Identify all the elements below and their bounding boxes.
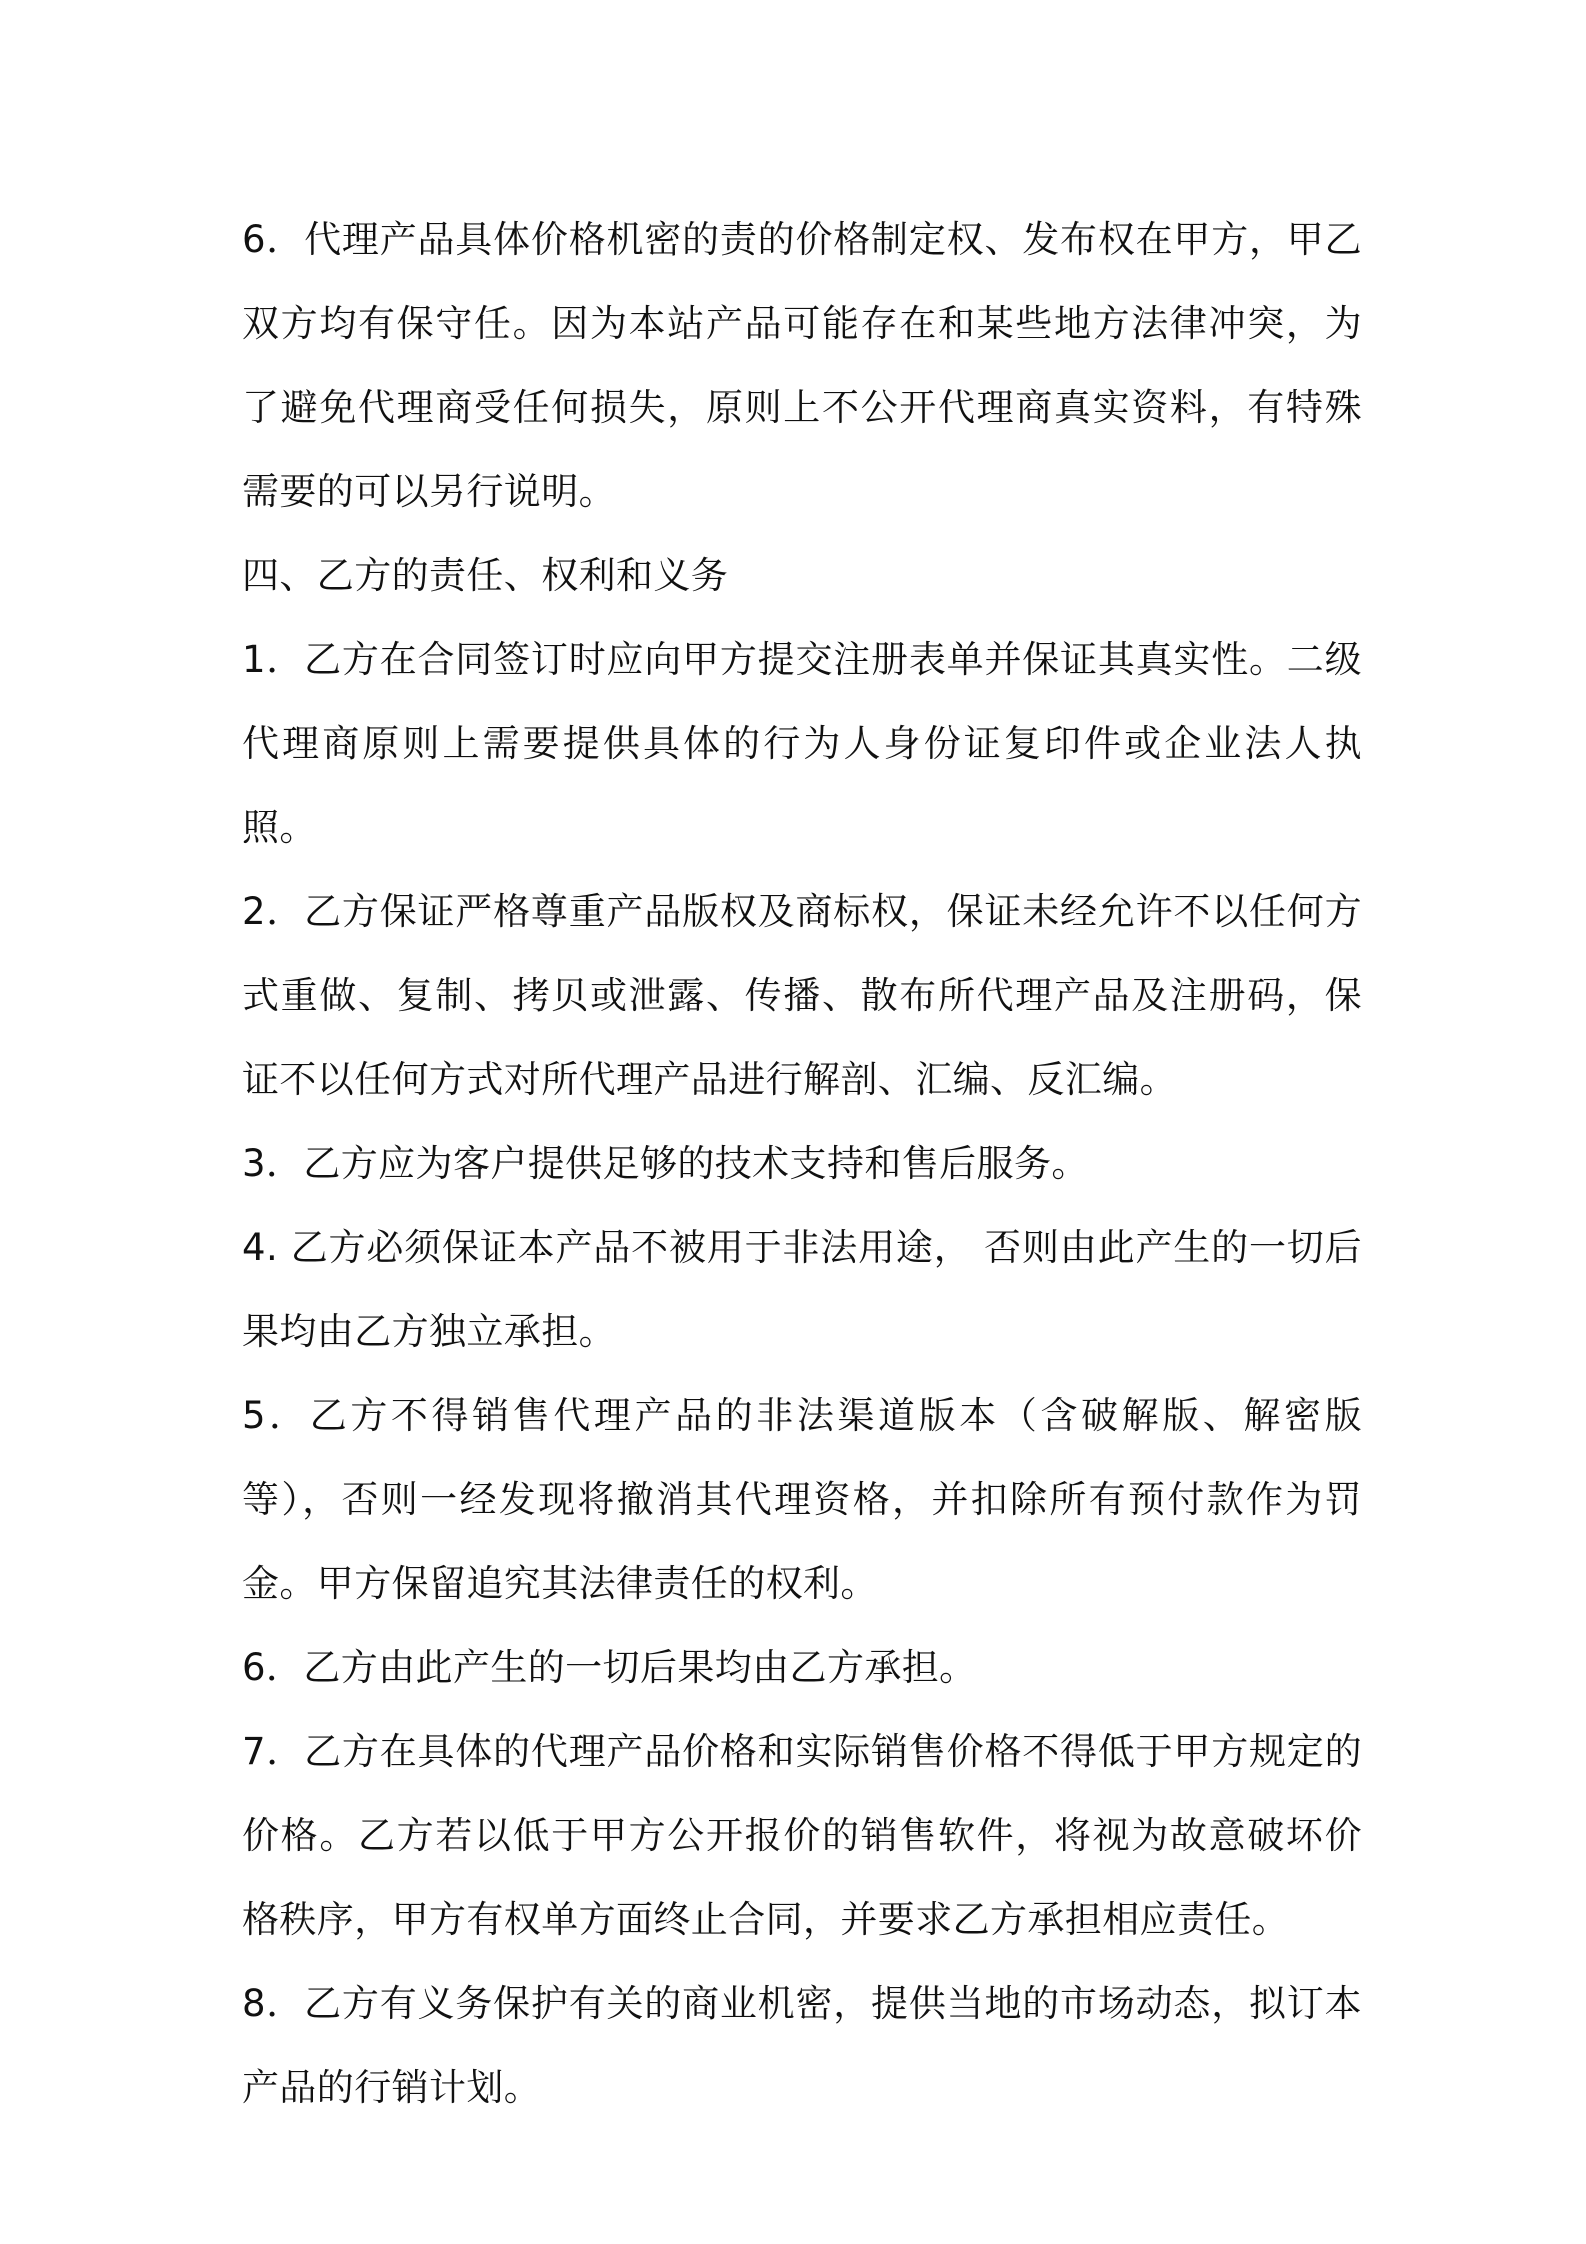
clause-b3-support: 3．乙方应为客户提供足够的技术支持和售后服务。 — [242, 1142, 1089, 1185]
clause-b2-copyright: 2．乙方保证严格尊重产品版权及商标权，保证未经允许不以任何方式重做、复制、拷贝或泄露、传播、散布所代理产品及注册码，保证不以任何方式对所代理产品进行解剖、汇编、反汇编。 — [242, 890, 1362, 1101]
clause-b4-legal-use: 4. 乙方必须保证本产品不被用于非法用途， 否则由此产生的一切后果均由乙方独立承担。 — [242, 1226, 1362, 1353]
clause-b1-registration: 1．乙方在合同签订时应向甲方提交注册表单并保证其真实性。二级代理商原则上需要提供具体的行为人身份证复印件或企业法人执照。 — [242, 638, 1362, 849]
section-heading-party-b-duties: 四、乙方的责任、权利和义务 — [242, 554, 729, 597]
clause-6-price-confidentiality: 6．代理产品具体价格机密的责的价格制定权、发布权在甲方，甲乙双方均有保守任。因为本站产品可能存在和某些地方法律冲突，为了避免代理商受任何损失，原则上不公开代理商真实资料，有特殊需要的可以另行说明。 — [242, 218, 1362, 513]
clause-b8-confidentiality: 8．乙方有义务保护有关的商业机密，提供当地的市场动态，拟订本产品的行销计划。 — [242, 1982, 1362, 2109]
clause-b6-consequences: 6．乙方由此产生的一切后果均由乙方承担。 — [242, 1646, 977, 1689]
document-body — [242, 198, 1362, 2130]
clause-b7-pricing: 7．乙方在具体的代理产品价格和实际销售价格不得低于甲方规定的价格。乙方若以低于甲方公开报价的销售软件，将视为故意破坏价格秩序，甲方有权单方面终止合同，并要求乙方承担相应责任。 — [242, 1730, 1362, 1941]
clause-b5-illegal-versions: 5．乙方不得销售代理产品的非法渠道版本（含破解版、解密版等），否则一经发现将撤消其代理资格，并扣除所有预付款作为罚金。甲方保留追究其法律责任的权利。 — [242, 1394, 1362, 1605]
